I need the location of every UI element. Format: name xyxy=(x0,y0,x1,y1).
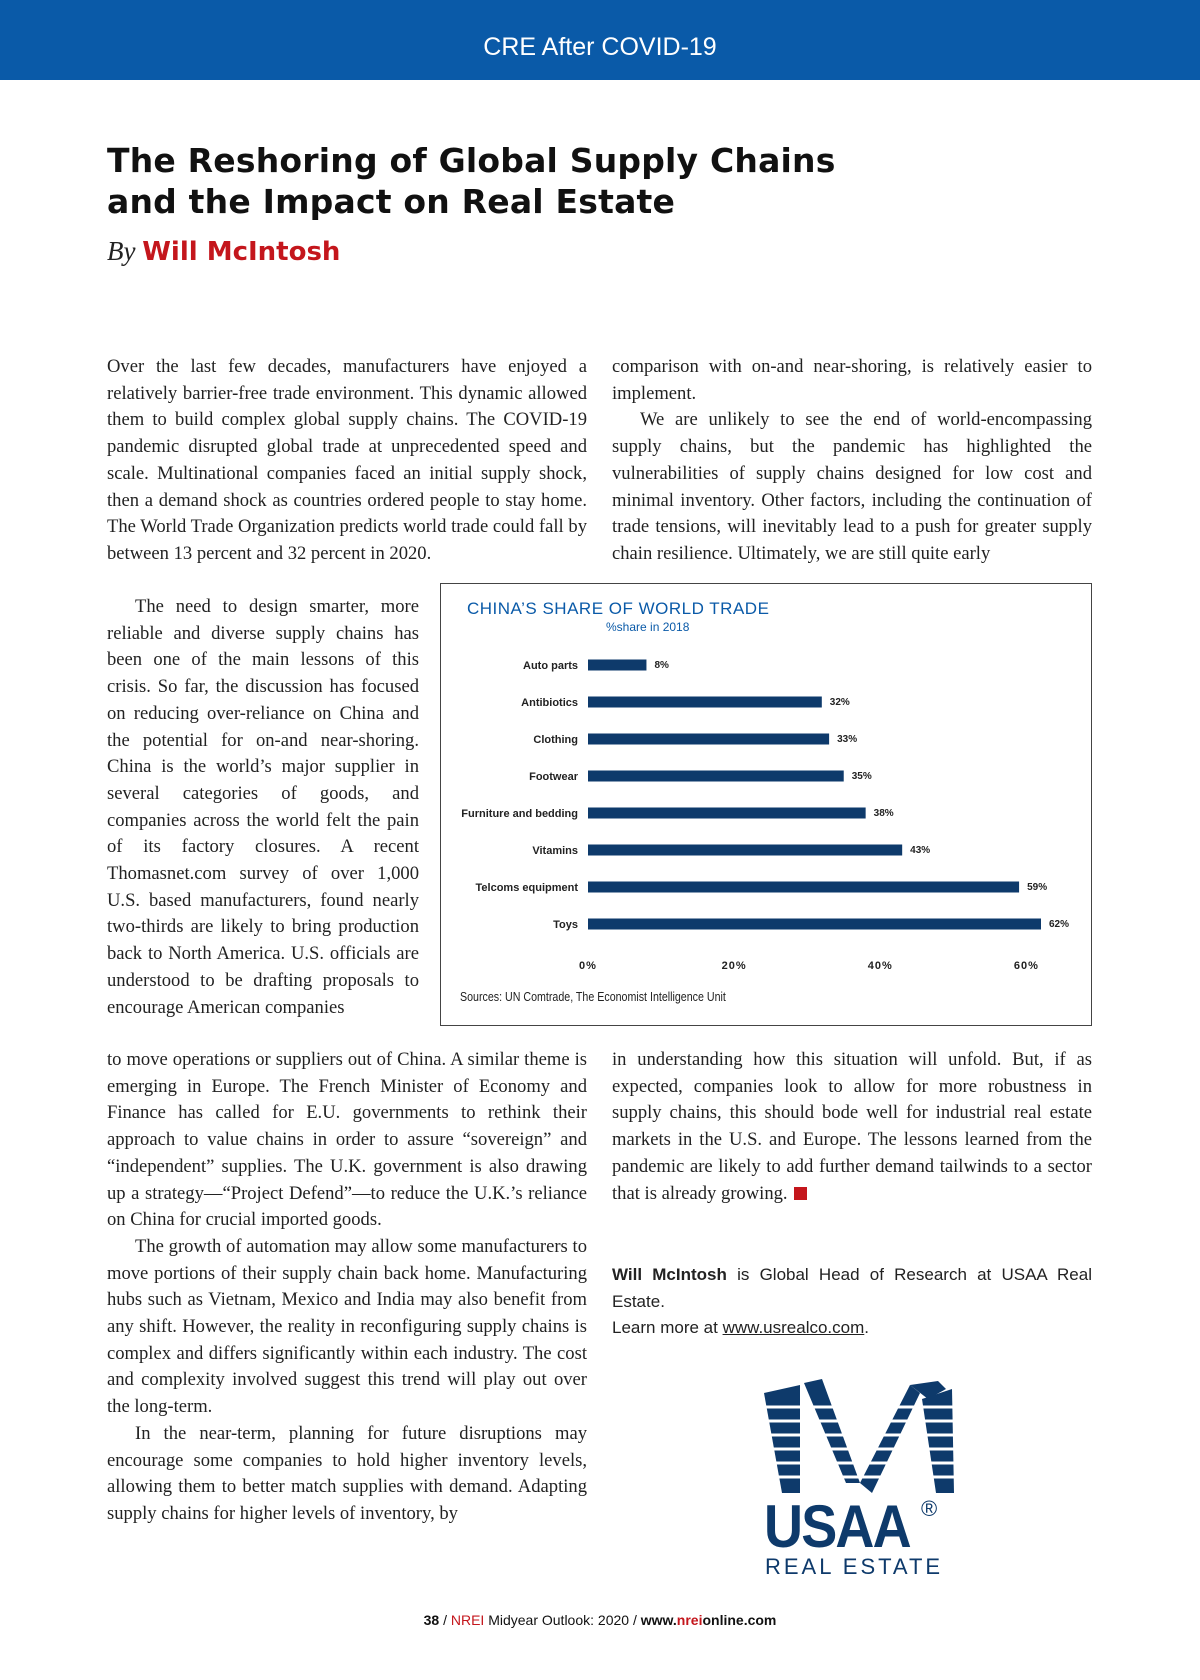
bio-learn-more xyxy=(612,1315,1092,1342)
byline-by: By xyxy=(107,236,136,266)
body-column-right-bottom xyxy=(612,1047,1092,1207)
paragraph-automation: The growth of automation may allow some manufacturers to move portions of their supply chain back home. Manufacturing hubs such as Vietnam, Mexico and India may also benefit from any shift. However, the reality in reconfiguring supply chains is complex and differs significantly within each industry. The cost and complexity involved suggest this trend will play out over the long-term. xyxy=(107,1235,587,1418)
bar-value-label: 32% xyxy=(829,697,850,708)
article-headline xyxy=(107,140,907,222)
end-mark-icon xyxy=(794,1187,807,1200)
byline xyxy=(107,236,340,267)
url-prefix: www. xyxy=(640,1612,677,1628)
section-title: CRE After COVID-19 xyxy=(483,33,717,61)
paragraph-intro: Over the last few decades, manufacturers have enjoyed a relatively barrier-free trade environment. This dynamic allowed them to build complex global supply chains. The COVID-19 pandemic disrupted global trade at unprecedented speed and scale. Multinational companies faced an initial supply shock, then a demand shock as countries ordered people to stay home. The World Trade Organization predicts world trade could fall by between 13 percent and 32 percent in 2020. xyxy=(107,356,587,564)
bar-category-label: Auto parts xyxy=(523,660,578,672)
bar-category-label: Toys xyxy=(553,919,578,931)
bar xyxy=(588,771,844,782)
bar xyxy=(588,697,822,708)
paragraph-near-term: In the near-term, planning for future disruptions may encourage some companies to hold higher inventory levels, allowing them to better match supplies with demand. Adapting supply chains for higher levels of inventory, by xyxy=(107,1422,587,1524)
bar-category-label: Antibiotics xyxy=(521,697,578,709)
paragraph-conclusion xyxy=(612,1047,1092,1207)
learn-more-prefix: Learn more at xyxy=(612,1318,723,1337)
bar-value-label: 43% xyxy=(910,845,931,856)
bio-line xyxy=(612,1262,1092,1315)
bar-value-label: 35% xyxy=(851,771,872,782)
conclusion-text: in understanding how this situation will unfold. But, if as expected, companies look to allow for more robustness in supply chains, this should bode well for industrial real estate markets in the U.S. and Europe. The lessons learned from the pandemic are likely to add further demand tailwinds to a sector that is already growing. xyxy=(612,1049,1092,1204)
body-column-right-top xyxy=(612,354,1092,568)
chart-subtitle: %share in 2018 xyxy=(606,620,690,634)
headline-line-2: and the Impact on Real Estate xyxy=(107,182,676,221)
body-column-left-top xyxy=(107,354,587,568)
chart-china-share xyxy=(440,583,1092,1026)
headline-line-1: The Reshoring of Global Supply Chains xyxy=(107,141,836,180)
logo-registered-mark: ® xyxy=(921,1496,938,1521)
bar xyxy=(588,845,902,856)
learn-more-suffix: . xyxy=(864,1318,870,1337)
bar-value-label: 8% xyxy=(654,660,669,671)
bar-value-label: 38% xyxy=(873,808,894,819)
footer-url xyxy=(641,1612,777,1628)
bar-category-label: Telcoms equipment xyxy=(475,882,578,894)
bar xyxy=(588,882,1019,893)
url-suffix: online.com xyxy=(702,1612,777,1628)
footer-brand: NREI xyxy=(450,1612,485,1628)
chart-title: CHINA’S SHARE OF WORLD TRADE xyxy=(467,599,770,618)
bio-link[interactable]: www.usrealco.com xyxy=(722,1318,865,1337)
logo-subtitle: REAL ESTATE xyxy=(765,1554,944,1579)
body-column-left-narrow xyxy=(107,594,419,1021)
x-tick-label: 60% xyxy=(1013,960,1039,972)
bar-value-label: 62% xyxy=(1049,919,1070,930)
x-tick-label: 40% xyxy=(867,960,893,972)
bar-category-label: Footwear xyxy=(529,771,578,783)
bar-category-label: Vitamins xyxy=(532,845,578,857)
footer-sep-2: / xyxy=(629,1612,641,1628)
paragraph-comparison: comparison with on-and near-shoring, is relatively easier to implement. xyxy=(612,356,1092,404)
bar xyxy=(588,660,646,671)
paragraph-europe: to move operations or suppliers out of China. A similar theme is emerging in Europe. The French Minister of Economy and Finance has called for E.U. governments to rethink their approach to value chains in order to assure “sovereign” and “independent” supplies. The U.K. government is also drawing up a strategy—“Project Defend”—to reduce the U.K.’s reliance on China for crucial imported goods. xyxy=(107,1049,587,1231)
bar-category-label: Furniture and bedding xyxy=(461,808,578,820)
x-tick-label: 20% xyxy=(721,960,747,972)
section-banner xyxy=(0,0,1200,80)
bar-value-label: 59% xyxy=(1027,882,1048,893)
bio-text: is Global Head of Research at USAA Real Estate. xyxy=(612,1265,1092,1311)
bar-value-label: 33% xyxy=(837,734,858,745)
chart-plot xyxy=(441,584,1091,1025)
body-column-left-bottom xyxy=(107,1047,587,1528)
bar xyxy=(588,734,829,745)
url-brand: nrei xyxy=(676,1612,703,1628)
bar xyxy=(588,808,866,819)
author-bio xyxy=(612,1262,1092,1342)
footer-publication: Midyear Outlook: 2020 xyxy=(484,1612,630,1628)
page-footer xyxy=(0,1612,1200,1628)
bio-name: Will McIntosh xyxy=(612,1265,727,1284)
byline-author: Will McIntosh xyxy=(142,237,341,267)
page-number: 38 xyxy=(423,1612,440,1628)
x-tick-label: 0% xyxy=(579,960,597,972)
bar-category-label: Clothing xyxy=(533,734,578,746)
footer-sep-1: / xyxy=(439,1612,451,1628)
paragraph-lessons: The need to design smarter, more reliable and diverse supply chains has been one of the main lessons of this crisis. So far, the discussion has focused on reducing over-reliance on China and the potential for on-and near-shoring. China is the world’s major supplier in several categories of goods, and companies across the world felt the pain of its factory closures. A recent Thomasnet.com survey of over 1,000 U.S. based manufacturers, found nearly two-thirds are likely to bring production back to North America. U.S. officials are understood to be drafting proposals to encourage American companies xyxy=(107,596,419,1018)
chart-source: Sources: UN Comtrade, The Economist Intelligence Unit xyxy=(460,989,726,1004)
bar xyxy=(588,919,1041,930)
paragraph-vulnerabilities: We are unlikely to see the end of world-encompassing supply chains, but the pandemic has highlighted the vulnerabilities of supply chains designed for low cost and minimal inventory. Other factors, including the continuation of trade tensions, will inevitably lead to a push for greater supply chain resilience. Ultimately, we are still quite early xyxy=(612,409,1092,564)
logo-wordmark: USAA xyxy=(764,1493,910,1560)
